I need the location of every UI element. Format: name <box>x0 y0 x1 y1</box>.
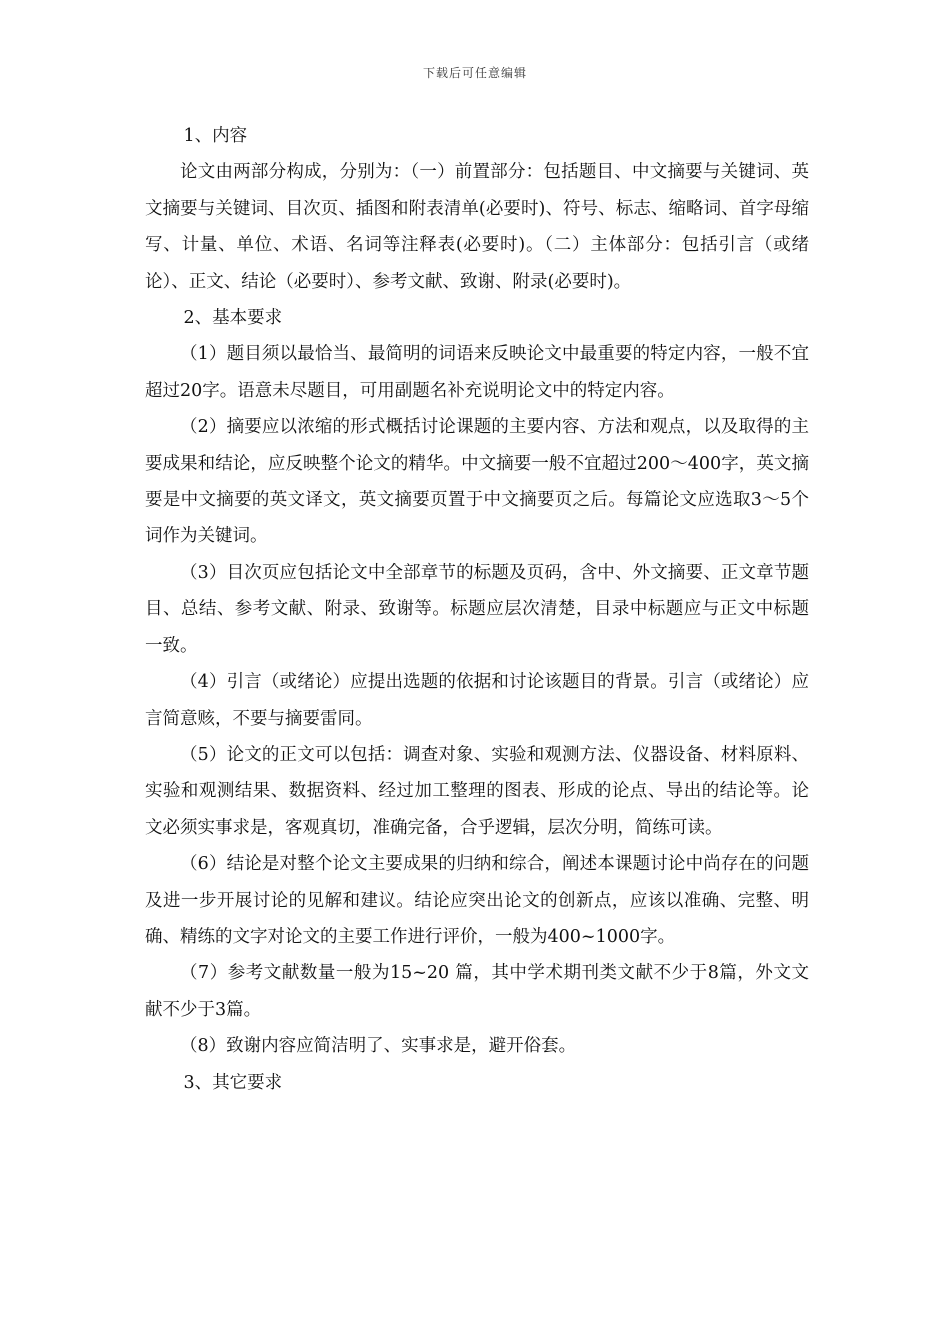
section-heading: 1、内容 <box>183 126 248 146</box>
requirement-item: （6）结论是对整个论文主要成果的归纳和综合，阐述本课题讨论中尚存在的问题及进一步开展讨论的见解和建议。结论应突出论文的创新点，应该以准确、完整、明确、精练的文字对论文的主要工作进行评价，一般为400~1000字。 <box>145 854 809 947</box>
document-body <box>145 118 809 1101</box>
section-heading: 3、其它要求 <box>183 1072 283 1093</box>
requirement-item: （2）摘要应以浓缩的形式概括讨论课题的主要内容、方法和观点，以及取得的主要成果和结论，应反映整个论文的精华。中文摘要一般不宜超过200～400字，英文摘要是中文摘要的英文译文，英文摘要页置于中文摘要页之后。每篇论文应选取3～5个词作为关键词。 <box>145 417 809 547</box>
requirement-item: （5）论文的正文可以包括：调查对象、实验和观测方法、仪器设备、材料原料、实验和观测结果、数据资料、经过加工整理的图表、形成的论点、导出的结论等。论文必须实事求是，客观真切，准确完备，合乎逻辑，层次分明，简练可读。 <box>145 744 809 838</box>
section-heading: 2、基本要求 <box>183 308 283 329</box>
requirement-item: （1）题目须以最恰当、最简明的词语来反映论文中最重要的特定内容，一般不宜超过20字。语意未尽题目，可用副题名补充说明论文中的特定内容。 <box>145 344 809 401</box>
requirement-item: （8）致谢内容应简洁明了、实事求是，避开俗套。 <box>180 1036 577 1057</box>
page-header: 下载后可任意编辑 <box>422 66 527 80</box>
paragraph: 论文由两部分构成，分别为：（一）前置部分：包括题目、中文摘要与关键词、英文摘要与关键词、目次页、插图和附表清单(必要时)、符号、标志、缩略词、首字母缩写、计量、单位、术语、名词等注释表(必要时)。（二）主体部分：包括引言（或绪论）、正文、结论（必要时）、参考文献、致谢、附录(必要时)。 <box>145 162 809 292</box>
requirement-item: （7）参考文献数量一般为15~20 篇，其中学术期刊类文献不少于8篇，外文文献不少于3篇。 <box>145 963 809 1020</box>
requirement-item: （4）引言（或绪论）应提出选题的依据和讨论该题目的背景。引言（或绪论）应言简意赅，不要与摘要雷同。 <box>145 672 809 729</box>
requirement-item: （3）目次页应包括论文中全部章节的标题及页码，含中、外文摘要、正文章节题目、总结、参考文献、附录、致谢等。标题应层次清楚，目录中标题应与正文中标题一致。 <box>145 562 809 656</box>
